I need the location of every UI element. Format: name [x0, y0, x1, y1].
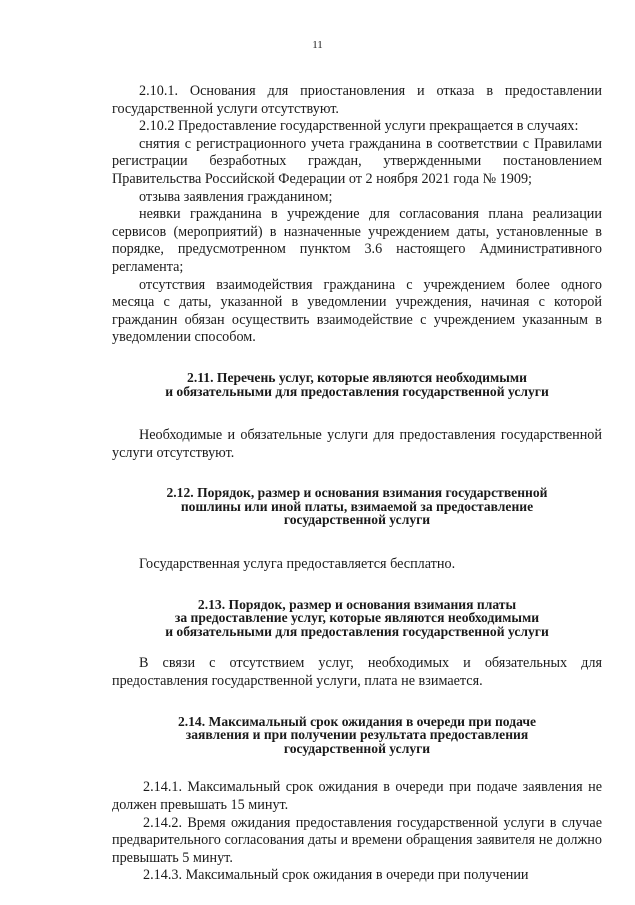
section-heading [112, 371, 602, 398]
heading-line: пошлины или иной платы, взимаемой за предоставление [180, 498, 534, 514]
termination-case: снятия с регистрационного учета гражданина в соответствии с Правилами регистрации безработных граждан, утвержденными постановлением Правительства Российской Федерации от 2 ноября 2021 года № 1909; [112, 135, 602, 187]
heading-line: 2.12. Порядок, размер и основания взимания государственной [166, 485, 548, 501]
document-body [112, 83, 602, 885]
heading-line: и обязательными для предоставления государственной услуги [165, 383, 549, 399]
section-body: Необходимые и обязательные услуги для предоставления государственной услуги отсутствуют. [112, 427, 602, 461]
section-item: 2.14.2. Время ожидания предоставления государственной услуги в случае предварительного согласования даты и времени обращения заявителя не должно превышать 5 минут. [112, 814, 602, 866]
page-number: 11 [312, 39, 323, 51]
heading-line: государственной услуги [283, 740, 431, 756]
heading-line: заявления и при получении результата предоставления [185, 727, 529, 743]
heading-line: 2.11. Перечень услуг, которые являются необходимыми [187, 369, 527, 385]
heading-line: 2.14. Максимальный срок ожидания в очереди при подаче [177, 713, 537, 729]
section-body: В связи с отсутствием услуг, необходимых и обязательных для предоставления государственной услуги, плата не взимается. [112, 655, 602, 690]
termination-case: отсутствия взаимодействия гражданина с учреждением более одного месяца с даты, указанной в уведомлении учреждения, начиная с которой гражданин обязан осуществить взаимодействие с учреждением указанным в уведомлении способом. [112, 276, 602, 346]
termination-case: неявки гражданина в учреждение для согласования плана реализации сервисов (мероприятий) в назначенные учреждением даты, установленные в порядке, предусмотренном пунктом 3.6 настоящего Административного регламента; [112, 206, 602, 275]
heading-line: 2.13. Порядок, размер и основания взимания платы [197, 596, 517, 612]
heading-line: за предоставление услуг, которые являются необходимыми [174, 610, 540, 626]
heading-line: государственной услуги [283, 512, 431, 528]
section-item: 2.14.3. Максимальный срок ожидания в очереди при получении [143, 867, 529, 884]
termination-case: отзыва заявления гражданином; [139, 188, 333, 205]
section-heading [112, 486, 602, 527]
section-heading [112, 598, 602, 639]
section-2-11 [112, 371, 602, 462]
heading-line: и обязательными для предоставления государственной услуги [165, 623, 549, 639]
section-2-14 [112, 715, 602, 885]
section-body: Государственная услуга предоставляется бесплатно. [139, 556, 456, 573]
paragraph-2-10-2: 2.10.2 Предоставление государственной услуги прекращается в случаях: [139, 118, 579, 135]
section-2-13 [112, 598, 602, 691]
section-2-12 [112, 486, 602, 573]
section-heading [112, 715, 602, 756]
paragraph-2-10-1: 2.10.1. Основания для приостановления и отказа в предоставлении государственной услуги отсутствуют. [112, 83, 602, 117]
section-item: 2.14.1. Максимальный срок ожидания в очереди при подаче заявления не должен превышать 15 минут. [112, 779, 602, 813]
